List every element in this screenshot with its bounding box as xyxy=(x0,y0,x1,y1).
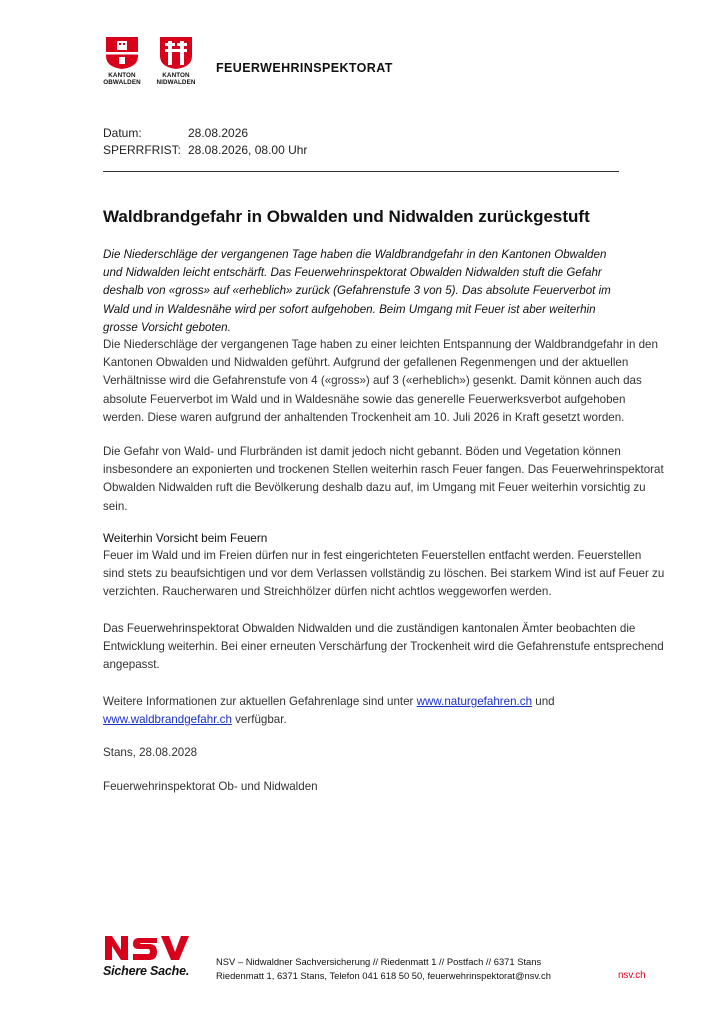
embargo-value: 28.08.2026, 08.00 Uhr xyxy=(188,143,308,157)
lead-paragraph: Die Niederschläge der vergangenen Tage haben die Waldbrandgefahr in den Kantonen Obwalden und Nidwalden leicht entschärft. Das Feuerwehrinspektorat Obwalden Nidwalden stuft die Gefahr deshalb von «gross» auf «erheblich» zurück (Gefahrenstufe 3 von 5). Das absolute Feuerverbot im Wald und in Waldesnähe wird per sofort aufgehoben. Beim Umgang mit Feuer ist aber weiterhin grosse Vorsicht geboten. xyxy=(103,248,611,334)
place-date: Stans, 28.08.2028 xyxy=(103,746,198,759)
nidwalden-shield-icon xyxy=(157,36,195,70)
body-paragraph-1: Die Niederschläge der vergangenen Tage haben zu einer leichten Entspannung der Waldbrandgefahr in den Kantonen Obwalden und Nidwalden geführt. Aufgrund der gefallenen Regenmengen und der aktuellen Verhältnisse wird die Gefahrenstufe von 4 («gross») auf 3 («erheblich») gesenkt. Damit können auch das absolute Feuerverbot im Wald und in Waldesnähe sowie das generelle Feuerwerksverbot aufgehoben werden. Diese waren aufgrund der anhaltenden Trockenheit am 10. Juli 2026 in Kraft gesetzt worden. xyxy=(103,338,658,424)
divider xyxy=(103,171,619,172)
embargo-label: SPERRFRIST: xyxy=(103,143,182,157)
date-value: 28.08.2026 xyxy=(188,126,249,140)
nsv-tagline: Sichere Sache. xyxy=(103,964,190,978)
date-row xyxy=(103,126,248,140)
footer-address-line: NSV – Nidwaldner Sachversicherung // Riedenmatt 1 // Postfach // 6371 Stans xyxy=(216,956,542,967)
footer-website-link[interactable]: nsv.ch xyxy=(618,970,646,981)
subheading: Weiterhin Vorsicht beim Feuern xyxy=(103,531,268,545)
monitoring-paragraph: Das Feuerwehrinspektorat Obwalden Nidwalden und die zuständigen kantonalen Ämter beobachten die Entwicklung weiterhin. Bei einer erneuten Verschärfung der Trockenheit wird die Gefahrenstufe entsprechend angepasst. xyxy=(103,622,664,672)
link-naturgefahren[interactable]: www.naturgefahren.ch xyxy=(416,695,533,708)
footer-contact-line: Riedenmatt 1, 6371 Stans, Telefon 041 618 50 50, feuerwehrinspektorat@nsv.ch xyxy=(216,970,551,981)
nsv-logo xyxy=(103,932,199,978)
body-paragraph-2: Die Gefahr von Wald- und Flurbränden ist damit jedoch nicht gebannt. Böden und Vegetation können insbesondere an exponierten und trockenen Stellen weiterhin rasch Feuer fangen. Das Feuerwehrinspektorat Obwalden Nidwalden ruft die Bevölkerung deshalb dazu auf, im Umgang mit Feuer weiterhin vorsichtig zu sein. xyxy=(103,445,664,513)
subsection-paragraph: Feuer im Wald und im Freien dürfen nur in fest eingerichteten Feuerstellen entfacht werden. Feuerstellen sind stets zu beaufsichtigen und vor dem Verlassen vollständig zu löschen. Bei starkem Wind ist auf Feuer zu verzichten. Raucherwaren und Streichhölzer dürfen nicht achtlos weggeworfen werden. xyxy=(103,549,665,599)
embargo-row xyxy=(103,143,307,157)
page-title: Waldbrandgefahr in Obwalden und Nidwalden zurückgestuft xyxy=(103,207,590,226)
nsv-wordmark xyxy=(103,932,199,962)
logo-kanton-nidwalden xyxy=(154,36,198,86)
organization-name: FEUERWEHRINSPEKTORAT xyxy=(216,61,393,75)
logo-kanton-obwalden xyxy=(100,36,144,86)
info-paragraph: Weitere Informationen zur aktuellen Gefahrenlage sind unter www.naturgefahren.ch und www.waldbrandgefahr.ch verfügbar. xyxy=(103,695,555,727)
obwalden-shield-icon xyxy=(103,36,141,70)
link-waldbrandgefahr[interactable]: www.waldbrandgefahr.ch xyxy=(103,713,232,727)
date-label: Datum: xyxy=(103,126,142,140)
logo-right-caption: KANTON NIDWALDEN xyxy=(156,72,196,86)
signature: Feuerwehrinspektorat Ob- und Nidwalden xyxy=(103,780,318,793)
nsv-letters-icon xyxy=(103,932,199,962)
logo-left-caption: KANTON OBWALDEN xyxy=(103,72,141,86)
